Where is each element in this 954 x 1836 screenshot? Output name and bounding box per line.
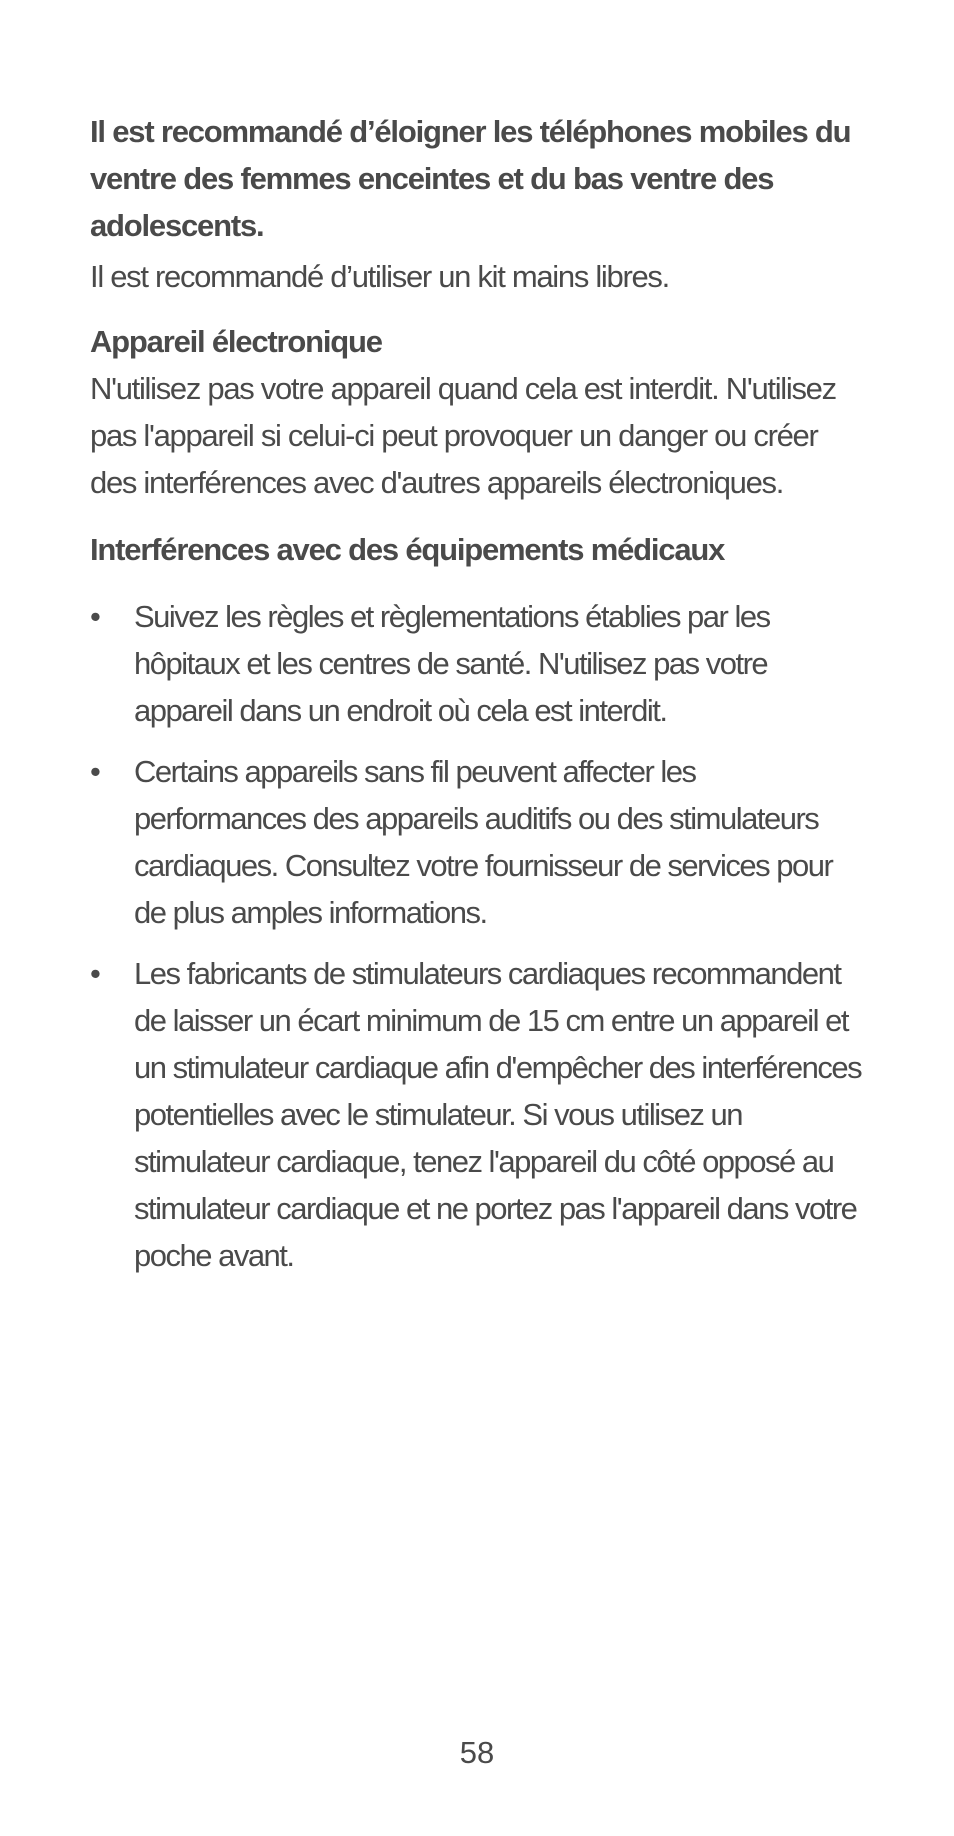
- bullet-icon: •: [90, 754, 100, 789]
- list-item: [90, 593, 870, 734]
- page-number: 58: [459, 1735, 495, 1770]
- list-item: [90, 950, 870, 1279]
- medical-guidelines-list: [90, 593, 870, 1279]
- medical-interference-heading: Interférences avec des équipements médicaux: [90, 532, 725, 567]
- electronic-device-heading: Appareil électronique: [90, 324, 382, 359]
- handsfree-recommendation: Il est recommandé d’utiliser un kit mains libres.: [90, 259, 669, 294]
- document-page: [90, 108, 870, 1293]
- bullet-icon: •: [90, 956, 100, 991]
- list-item: [90, 748, 870, 936]
- electronic-device-paragraph: N'utilisez pas votre appareil quand cela est interdit. N'utilisez pas l'appareil si celui-ci peut provoquer un danger ou créer des interférences avec d'autres appareils électroniques.: [90, 371, 836, 500]
- list-item-text: Les fabricants de stimulateurs cardiaques recommandent de laisser un écart minimum de 15 cm entre un appareil et un stimulateur cardiaque afin d'empêcher des interférences potentielles avec le stimulateur. Si vous utilisez un stimulateur cardiaque, tenez l'appareil du côté opposé au stimulateur cardiaque et ne portez pas l'appareil dans votre poche avant.: [134, 956, 862, 1273]
- list-item-text: Certains appareils sans fil peuvent affecter les performances des appareils auditifs ou des stimulateurs cardiaques. Consultez votre fournisseur de services pour de plus amples informations.: [134, 754, 833, 930]
- pregnancy-warning: Il est recommandé d’éloigner les téléphones mobiles du ventre des femmes enceintes et du bas ventre des adolescents.: [90, 114, 851, 243]
- list-item-text: Suivez les règles et règlementations établies par les hôpitaux et les centres de santé. N'utilisez pas votre appareil dans un endroit où cela est interdit.: [134, 599, 770, 728]
- bullet-icon: •: [90, 599, 100, 634]
